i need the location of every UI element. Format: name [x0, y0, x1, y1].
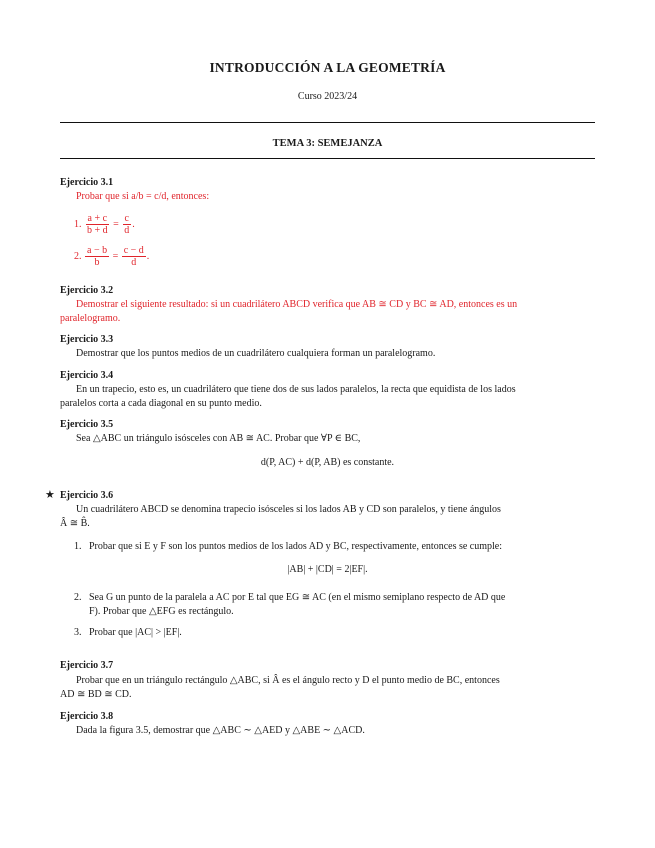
exercise-3-3-title: Ejercicio 3.3 — [60, 334, 114, 345]
exercise-3-4-title: Ejercicio 3.4 — [60, 370, 114, 381]
topic-title: TEMA 3: SEMEJANZA — [272, 138, 383, 149]
exercise-3-7-line-1: Probar que en un triángulo rectángulo △ABC, si Â es el ángulo recto y D el punto medio de BC, entonces — [76, 675, 500, 686]
exercise-3-4-line-2: paralelos corta a cada diagonal en su punto medio. — [60, 398, 262, 409]
exercise-3-6-line-1: Un cuadrilátero ABCD se denomina trapecio isósceles si los lados AB y CD son paralelos, y tiene ángulos — [76, 504, 501, 515]
exercise-3-7-title: Ejercicio 3.7 — [60, 660, 114, 671]
exercise-3-8-title: Ejercicio 3.8 — [60, 711, 114, 722]
exercise-3-6-line-2: Â ≅ B̂. — [60, 518, 90, 529]
exercise-3-7-line-2: AD ≅ BD ≅ CD. — [60, 689, 132, 700]
course-label: Curso 2023/24 — [297, 91, 358, 102]
exercise-3-1-title: Ejercicio 3.1 — [60, 177, 114, 188]
exercise-3-6-item-3-num: 3. — [74, 627, 82, 638]
exercise-3-8-line-1: Dada la figura 3.5, demostrar que △ABC ∼ △AED y △ABE ∼ △ACD. — [76, 725, 365, 736]
exercise-3-6-item-2-line-1: Sea G un punto de la paralela a AC por E tal que EG ≅ AC (en el mismo semiplano respecto de AD que — [89, 592, 506, 603]
star-icon: ★ — [45, 489, 55, 501]
exercise-3-2-line-1: Demostrar el siguiente resultado: si un cuadrilátero ABCD verifica que AB ≅ CD y BC ≅ AD, entonces es un — [76, 299, 518, 310]
exercise-3-5-line-1: Sea △ABC un triángulo isósceles con AB ≅ AC. Probar que ∀P ∈ BC, — [76, 433, 361, 444]
exercise-3-1-statement: Probar que si a/b = c/d, entonces: — [76, 191, 210, 202]
exercise-3-2-title: Ejercicio 3.2 — [60, 285, 114, 296]
exercise-3-6-item-1-num: 1. — [74, 541, 82, 552]
exercise-3-5-formula: d(P, AC) + d(P, AB) es constante. — [260, 457, 395, 468]
exercise-3-6-item-1-text: Probar que si E y F son los puntos medios de los lados AD y BC, respectivamente, entonces se cumple: — [89, 541, 502, 552]
top-rule — [60, 122, 595, 123]
exercise-3-3-line-1: Demostrar que los puntos medios de un cuadrilátero cualquiera forman un paralelogramo. — [76, 348, 436, 359]
exercise-3-6-item-2-line-2: F). Probar que △EFG es rectángulo. — [89, 606, 234, 617]
exercise-3-4-line-1: En un trapecio, esto es, un cuadrilátero que tiene dos de sus lados paralelos, la recta que equidista de los lados — [76, 384, 516, 395]
exercise-3-5-title: Ejercicio 3.5 — [60, 419, 114, 430]
exercise-3-6-item-3-text: Probar que |AC| > |EF|. — [89, 627, 182, 638]
exercise-3-6-item-2-num: 2. — [74, 592, 82, 603]
exercise-3-2-line-2: paralelogramo. — [60, 313, 121, 324]
document-title: INTRODUCCIÓN A LA GEOMETRÍA — [209, 60, 446, 75]
bottom-rule — [60, 158, 595, 159]
exercise-3-6-title: Ejercicio 3.6 — [60, 490, 114, 501]
exercise-3-1-item-2: 2. $\frac{a - b}{b}$ = $\frac{c - d}{d}$ . — [74, 245, 150, 268]
exercise-3-6-item-1-formula: |AB| + |CD| = 2|EF|. — [287, 564, 368, 575]
exercise-3-1-item-1: 1. $\frac{a + c}{b + d}$ = $\frac{c}{d}$ . — [74, 213, 135, 236]
